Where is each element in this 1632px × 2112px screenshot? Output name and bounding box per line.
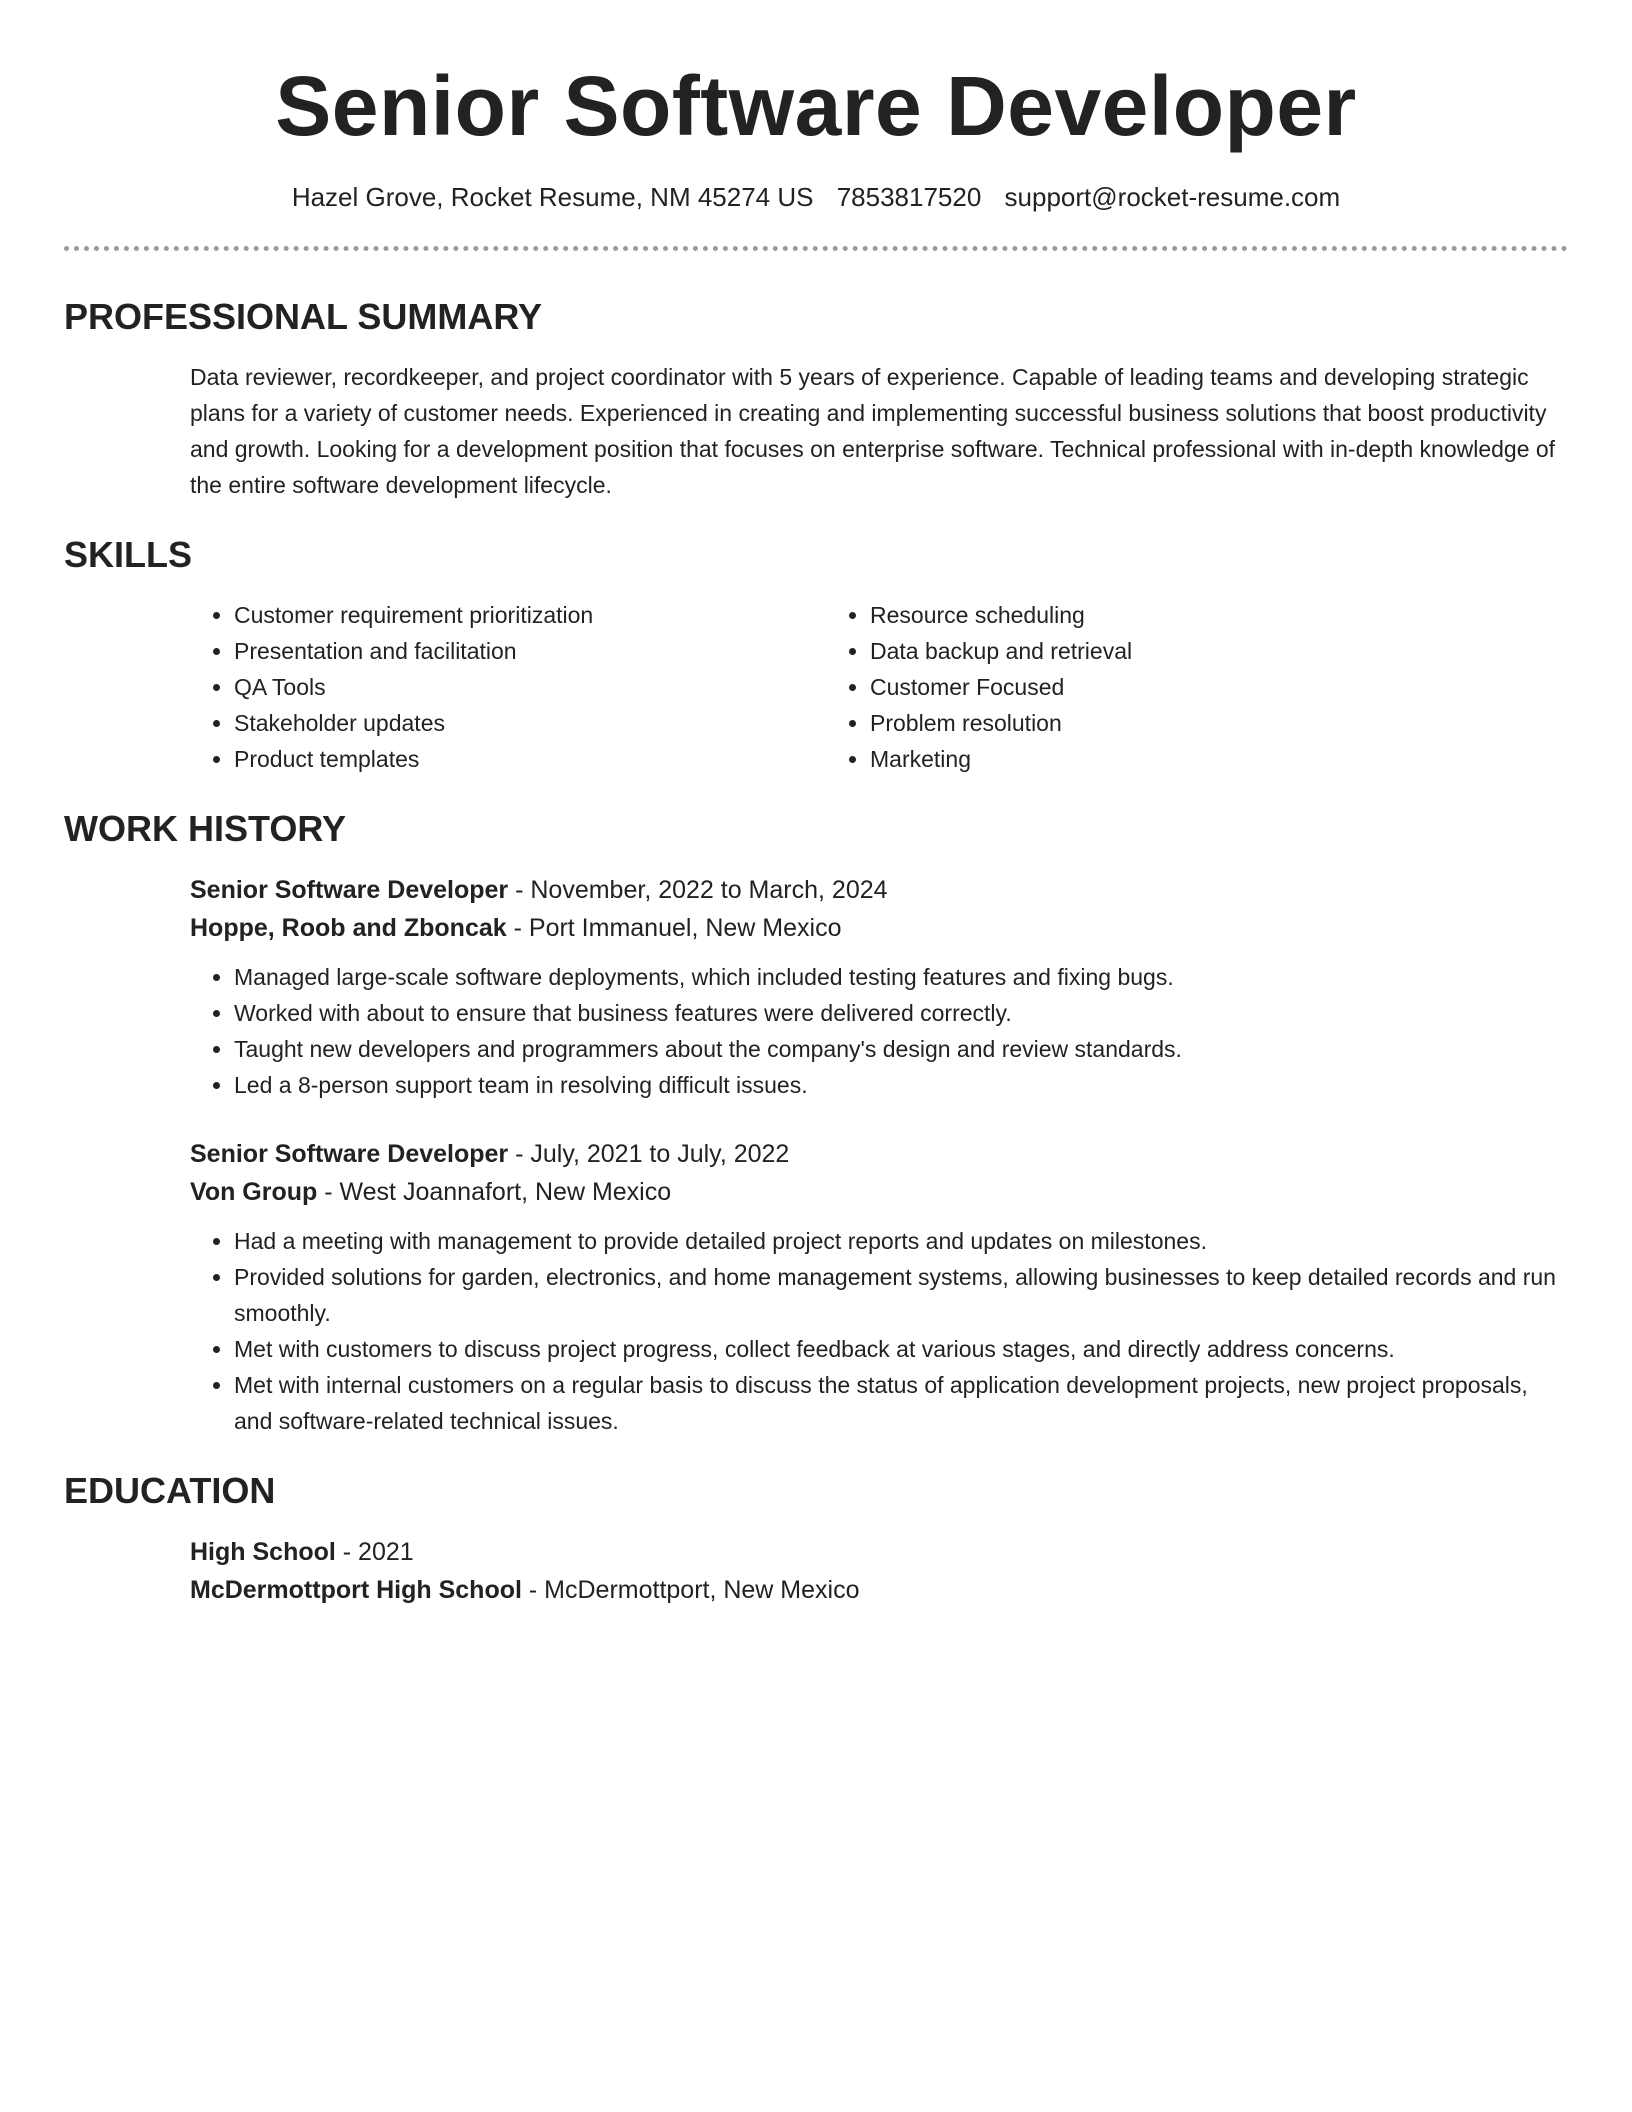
skill-item: • Presentation and facilitation	[234, 633, 826, 669]
education-school-line	[190, 1571, 1568, 1609]
education-section	[64, 1469, 1568, 1609]
work-history-title: WORK HISTORY	[64, 808, 347, 849]
job-location: - West Joannafort, New Mexico	[317, 1178, 672, 1206]
education-body	[190, 1533, 1568, 1609]
skill-item: • Marketing	[870, 741, 1462, 777]
job-bullet: • Met with internal customers on a regular basis to discuss the status of application development projects, new project proposals, and software-related technical issues.	[234, 1367, 1568, 1439]
job-role: Senior Software Developer	[190, 1140, 509, 1168]
job-company-line	[190, 909, 1568, 947]
job-bullet: • Had a meeting with management to provide detailed project reports and updates on milestones.	[234, 1223, 1568, 1259]
education-degree-line	[190, 1533, 1568, 1571]
job-bullet: • Worked with about to ensure that business features were delivered correctly.	[234, 995, 1568, 1031]
skill-item: • Stakeholder updates	[234, 705, 826, 741]
job-location: - Port Immanuel, New Mexico	[506, 914, 842, 942]
skill-item: • Data backup and retrieval	[870, 633, 1462, 669]
summary-text: Data reviewer, recordkeeper, and project coordinator with 5 years of experience. Capable of leading teams and developing strategic plans for a variety of customer needs. Experienced in creating and implementing successful business solutions that boost productivity and growth. Looking for a development position that focuses on enterprise software. Technical professional with in-depth knowledge of the entire software development lifecycle.	[190, 364, 1556, 498]
job-bullet: • Led a 8-person support team in resolving difficult issues.	[234, 1067, 1568, 1103]
job-bullet: • Taught new developers and programmers about the company's design and review standards.	[234, 1031, 1568, 1067]
header-divider	[64, 246, 1568, 251]
summary-title: PROFESSIONAL SUMMARY	[64, 296, 543, 337]
education-school: McDermottport High School	[190, 1576, 522, 1604]
skill-item: • Product templates	[234, 741, 826, 777]
job-entry	[190, 871, 1568, 1103]
job-bullet: • Provided solutions for garden, electronics, and home management systems, allowing businesses to keep detailed records and run smoothly.	[234, 1259, 1568, 1331]
job-title-line	[190, 1135, 1568, 1173]
summary-body	[190, 359, 1568, 503]
skill-item: • Customer requirement prioritization	[234, 597, 826, 633]
education-degree: High School	[190, 1538, 336, 1566]
summary-section	[64, 295, 1568, 503]
contact-phone: 7853817520	[836, 182, 982, 212]
job-dates: - November, 2022 to March, 2024	[508, 876, 888, 904]
education-year: - 2021	[335, 1538, 414, 1566]
contact-address: Hazel Grove, Rocket Resume, NM 45274 US	[291, 182, 814, 212]
skill-item: • Resource scheduling	[870, 597, 1462, 633]
job-company-line	[190, 1173, 1568, 1211]
job-bullets	[190, 959, 1568, 1103]
skills-column-left	[190, 597, 826, 777]
work-history-section	[64, 807, 1568, 1439]
job-entry	[190, 1135, 1568, 1439]
contact-line	[64, 180, 1568, 214]
job-title-line	[190, 871, 1568, 909]
job-role: Senior Software Developer	[190, 876, 509, 904]
education-location: - McDermottport, New Mexico	[521, 1576, 860, 1604]
job-company: Hoppe, Roob and Zboncak	[190, 914, 507, 942]
skill-item: • QA Tools	[234, 669, 826, 705]
education-title: EDUCATION	[64, 1470, 276, 1511]
skills-column-right	[826, 597, 1462, 777]
job-bullet: • Managed large-scale software deployments, which included testing features and fixing bugs.	[234, 959, 1568, 995]
candidate-name: Senior Software Developer	[275, 59, 1357, 153]
work-history-body	[190, 871, 1568, 1439]
job-dates: - July, 2021 to July, 2022	[508, 1140, 790, 1168]
skills-section	[64, 533, 1568, 777]
job-company: Von Group	[190, 1178, 318, 1206]
skills-list	[190, 597, 1568, 777]
job-bullet: • Met with customers to discuss project progress, collect feedback at various stages, and directly address concerns.	[234, 1331, 1568, 1367]
skill-item: • Customer Focused	[870, 669, 1462, 705]
resume-header	[64, 0, 1568, 214]
job-bullets	[190, 1223, 1568, 1439]
skills-title: SKILLS	[64, 534, 193, 575]
contact-email: support@rocket-resume.com	[1004, 182, 1341, 212]
skill-item: • Problem resolution	[870, 705, 1462, 741]
